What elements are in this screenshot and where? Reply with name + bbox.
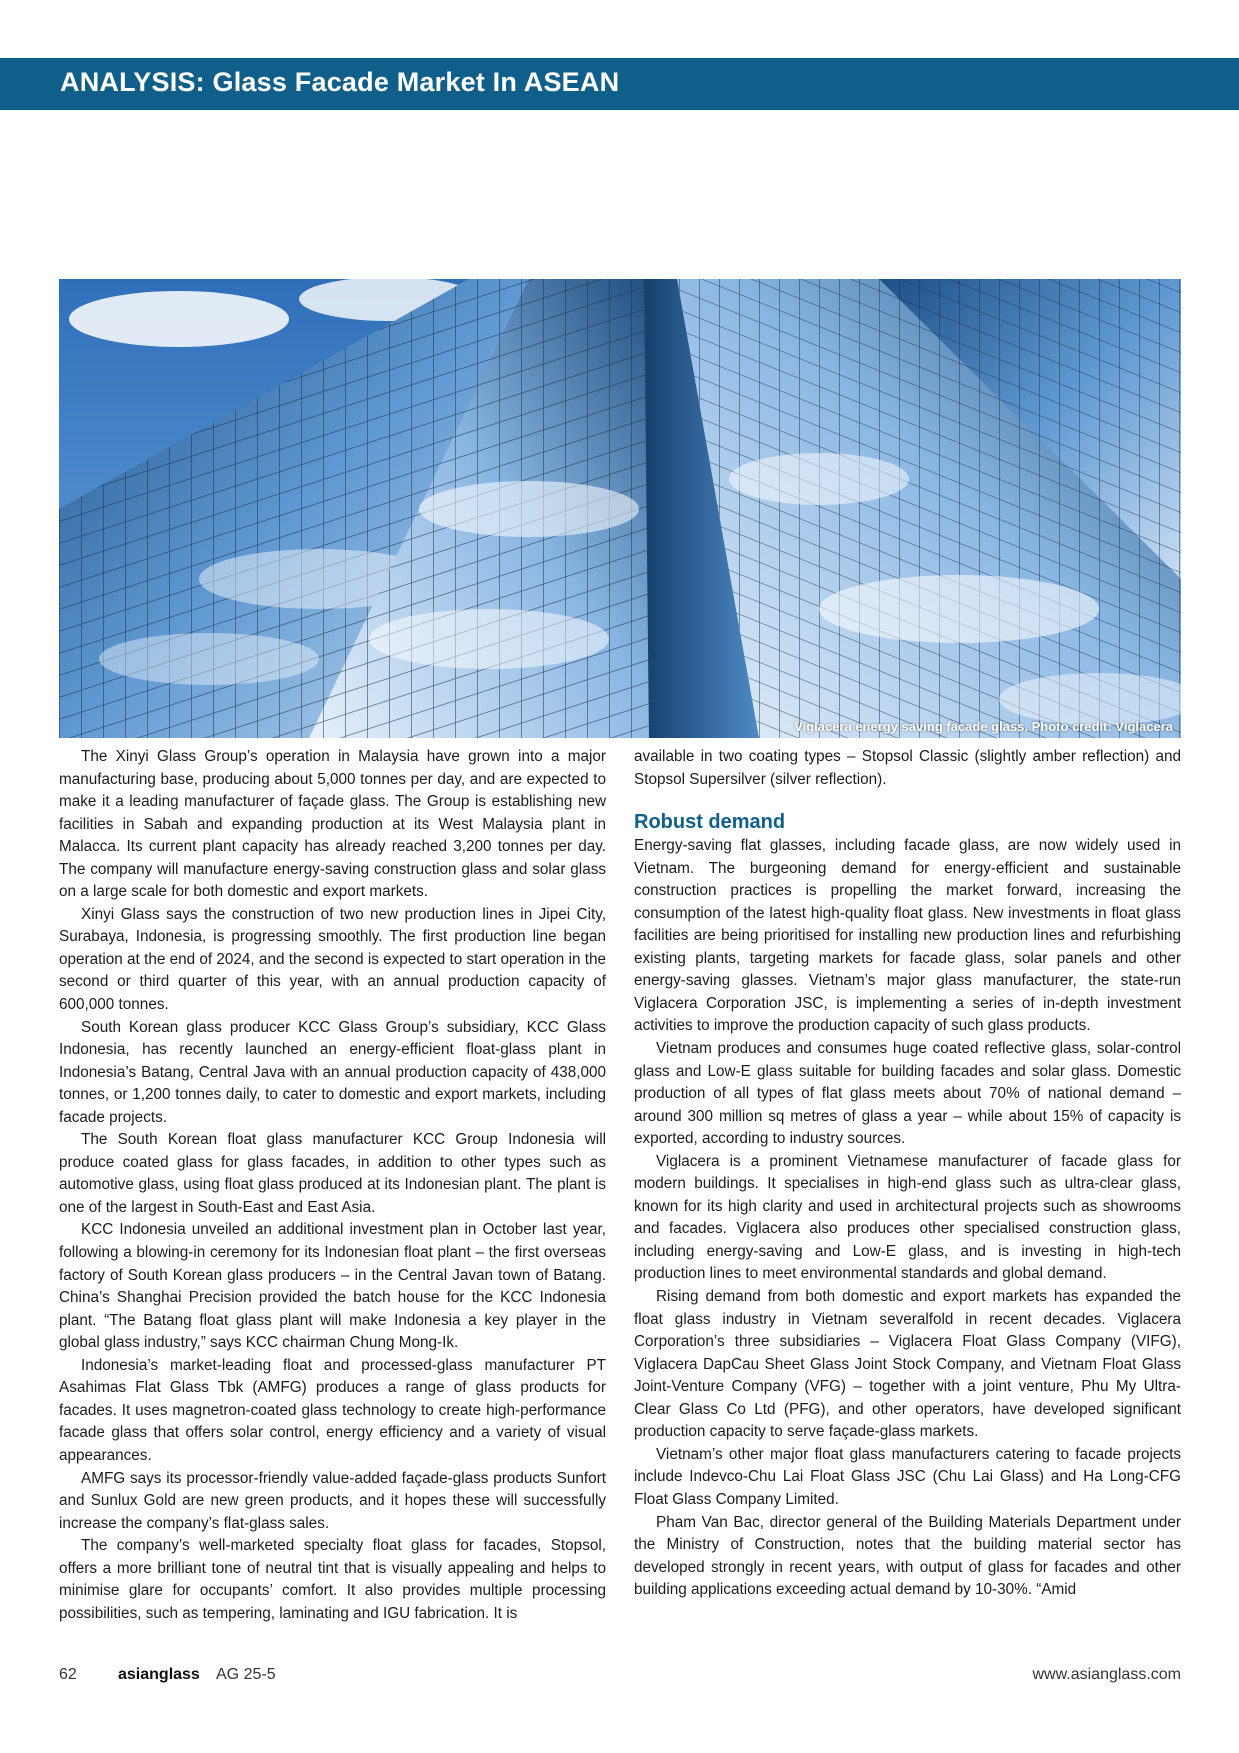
paragraph: The company’s well-marketed specialty float glass for facades, Stopsol, offers a more brilliant tone of neutral tint that is visually appealing and helps to minimise glare for occupants’ comfort. It also provides multiple processing possibilities, such as tempering, laminating and IGU fabrication. It is — [59, 1537, 606, 1622]
paragraph: South Korean glass producer KCC Glass Group’s subsidiary, KCC Glass Indonesia, has recently launched an energy-efficient float-glass plant in Indonesia’s Batang, Central Java with an annual production capacity of 438,000 tonnes, or 1,200 tonnes daily, to cater to domestic and export markets, including facade projects. — [59, 1018, 606, 1126]
paragraph: Viglacera is a prominent Vietnamese manufacturer of facade glass for modern buildings. It specialises in high-end glass such as ultra-clear glass, known for its high clarity and used in architectural projects such as showrooms and facades. Viglacera also produces other specialised construction glass, including energy-saving and Low-E glass, and is investing in high-tech production lines to meet environmental standards and global demand. — [634, 1152, 1181, 1283]
article-photo — [59, 279, 1181, 738]
left-column — [59, 746, 606, 1625]
paragraph: Pham Van Bac, director general of the Building Materials Department under the Ministry of Construction, notes that the building material sector has developed strongly in recent years, with output of glass for facades and other building applications exceeding actual demand by 10-30%. “Amid — [634, 1513, 1181, 1599]
continuation-paragraph: available in two coating types – Stopsol Classic (slightly amber reflection) and Stopsol Supersilver (silver reflection). — [634, 748, 1181, 788]
page-number: 62 — [59, 1666, 77, 1683]
website-link[interactable]: www.asianglass.com — [1032, 1666, 1181, 1683]
paragraph: Energy-saving flat glasses, including facade glass, are now widely used in Vietnam. The burgeoning demand for energy-efficient and sustainable construction practices is propelling the market forward, increasing the consumption of the latest high-quality float glass. New investments in float glass facilities are being prioritised for installing new production lines and refurbishing existing plants, targeting markets for facade glass, solar panels and other energy-saving glasses. Vietnam’s major glass manufacturer, the state-run Viglacera Corporation JSC, is implementing a series of in-depth investment activities to improve the production capacity of such glass products. — [634, 837, 1181, 1035]
paragraph: Xinyi Glass says the construction of two new production lines in Jipei City, Surabaya, Indonesia, is progressing smoothly. The first production line began operation at the end of 2024, and the second is expected to start operation in the second or third quarter of this year, with an annual production capacity of 600,000 tonnes. — [59, 905, 606, 1014]
paragraph: The South Korean float glass manufacturer KCC Group Indonesia will produce coated glass for glass facades, in addition to other types such as automotive glass, using float glass produced at its Indonesian plant. The plant is one of the largest in South-East and East Asia. — [59, 1131, 606, 1216]
paragraph: The Xinyi Glass Group’s operation in Malaysia have grown into a major manufacturing base, producing about 5,000 tonnes per day, and are expected to make it a leading manufacturer of façade glass. The Group is establishing new facilities in Sabah and expanding production at its West Malaysia plant in Malacca. Its current plant capacity has already reached 3,200 tonnes per day. The company will manufacture energy-saving construction glass and solar glass on a large scale for both domestic and export markets. — [59, 748, 606, 901]
glass-buildings-illustration — [59, 279, 1181, 738]
paragraph: Vietnam produces and consumes huge coated reflective glass, solar-control glass and Low-E glass suitable for building facades and solar glass. Domestic production of all types of flat glass meets about 70% of national demand – around 300 million sq metres of glass a year – while about 15% of capacity is exported, according to industry sources. — [634, 1040, 1181, 1148]
paragraph: Indonesia’s market-leading float and processed-glass manufacturer PT Asahimas Flat Glass Tbk (AMFG) produces a range of glass products for facades. It uses magnetron-coated glass technology to create high-performance facade glass that offers solar control, energy efficiency and a variety of visual appearances. — [59, 1356, 606, 1464]
header-bar — [0, 58, 1239, 110]
paragraph: Vietnam’s other major float glass manufacturers catering to facade projects include Indevco-Chu Lai Float Glass JSC (Chu Lai Glass) and Ha Long-CFG Float Glass Company Limited. — [634, 1445, 1181, 1508]
section-heading: Robust demand — [634, 811, 786, 834]
photo-caption: Viglacera energy saving facade glass. Photo credit: Viglacera — [794, 719, 1173, 734]
magazine-brand: asianglass — [118, 1666, 200, 1683]
paragraph: AMFG says its processor-friendly value-added façade-glass products Sunfort and Sunlux Gold are new green products, and it hopes these will successfully increase the company’s flat-glass sales. — [59, 1469, 606, 1532]
page-footer — [59, 1666, 1181, 1690]
paragraph: KCC Indonesia unveiled an additional investment plan in October last year, following a blowing-in ceremony for its Indonesian float plant – the first overseas factory of South Korean glass producers – in the Central Javan town of Batang. China’s Shanghai Precision provided the batch house for the KCC Indonesia plant. “The Batang float glass plant will make Indonesia a key player in the global glass industry,” says KCC chairman Chung Mong-Ik. — [59, 1221, 606, 1352]
paragraph: Rising demand from both domestic and export markets has expanded the float glass industry in Vietnam severalfold in recent decades. Viglacera Corporation’s three subsidiaries – Viglacera Float Glass Company (VIFG), Viglacera DapCau Sheet Glass Joint Stock Company, and Vietnam Float Glass Joint-Venture Company (VFG) – together with a joint venture, Phu My Ultra-Clear Glass Co Ltd (PFG), and other operators, have developed significant production capacity to serve façade-glass markets. — [634, 1288, 1181, 1441]
page-title: ANALYSIS: Glass Facade Market In ASEAN — [60, 67, 620, 97]
right-column — [634, 746, 1181, 1602]
issue-number: AG 25-5 — [216, 1666, 276, 1683]
